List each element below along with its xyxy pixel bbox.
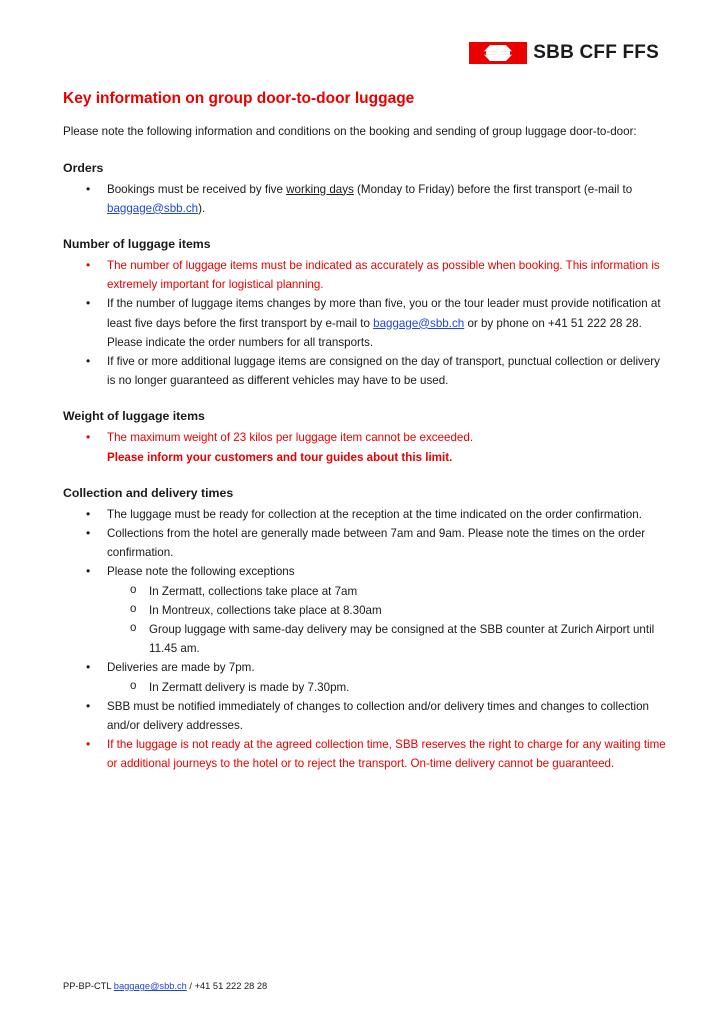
list-item: • SBB must be notified immediately of changes to collection and/or delivery times and changes to collection and/or delivery addresses. bbox=[63, 697, 667, 735]
number-list bbox=[63, 256, 667, 390]
brand-name: SBB CFF FFS bbox=[533, 42, 659, 63]
section-heading-orders: Orders bbox=[63, 160, 104, 175]
page-title: Key information on group door-to-door luggage bbox=[63, 90, 415, 107]
sub-list-item: o In Zermatt, collections take place at 7am bbox=[63, 582, 667, 601]
footer-email-link[interactable]: baggage@sbb.ch bbox=[113, 981, 187, 991]
sbb-logo bbox=[469, 42, 659, 64]
text-span: (Monday to Friday) before the first transport (e-mail to bbox=[353, 182, 633, 196]
list-item: • The luggage must be ready for collection at the reception at the time indicated on the order confirmation. bbox=[63, 505, 667, 524]
text-span: ). bbox=[198, 201, 206, 215]
weight-list bbox=[63, 428, 667, 466]
list-item bbox=[63, 294, 667, 352]
list-item-bold: Please inform your customers and tour guides about this limit. bbox=[107, 450, 453, 464]
list-item: • The number of luggage items must be indicated as accurately as possible when booking. This information is extremely important for logistical planning. bbox=[63, 256, 667, 294]
section-heading-times: Collection and delivery times bbox=[63, 485, 234, 500]
sbb-arrows-icon bbox=[469, 42, 527, 64]
list-item: • Please note the following exceptions bbox=[63, 562, 667, 581]
sub-list-item: o In Montreux, collections take place at 8.30am bbox=[63, 601, 667, 620]
sub-list-item: o In Zermatt delivery is made by 7.30pm. bbox=[63, 678, 667, 697]
text-span: Bookings must be received by five bbox=[107, 182, 287, 196]
footer-code: PP-BP-CTL bbox=[63, 981, 114, 991]
list-item: • If five or more additional luggage items are consigned on the day of transport, punctual collection or delivery is no longer guaranteed as different vehicles may have to be used. bbox=[63, 352, 667, 390]
email-link[interactable]: baggage@sbb.ch bbox=[107, 201, 199, 215]
footer bbox=[63, 980, 267, 992]
email-link[interactable]: baggage@sbb.ch bbox=[373, 316, 465, 330]
section-heading-weight: Weight of luggage items bbox=[63, 409, 205, 424]
working-days-text: working days bbox=[286, 182, 354, 196]
text-span: or by phone on +41 51 222 28 28. Please indicate the order numbers for all transports. bbox=[107, 316, 642, 349]
document-body bbox=[63, 88, 667, 774]
list-item: • Collections from the hotel are generally made between 7am and 9am. Please note the times on the order confirmation. bbox=[63, 524, 667, 562]
text-span: If the number of luggage items changes by more than five, you or the tour leader must provide notification at least five days before the first transport by e-mail to bbox=[107, 297, 661, 330]
list-item bbox=[63, 180, 667, 218]
section-heading-number: Number of luggage items bbox=[63, 236, 211, 251]
times-list bbox=[63, 505, 667, 774]
list-item: • The maximum weight of 23 kilos per luggage item cannot be exceeded. bbox=[63, 428, 667, 447]
sub-list-item: o Group luggage with same-day delivery may be consigned at the SBB counter at Zurich Airport until 11.45 am. bbox=[63, 620, 667, 658]
list-item: • If the luggage is not ready at the agreed collection time, SBB reserves the right to charge for any waiting time or additional journeys to the hotel or to reject the transport. On-time delivery cannot be guaranteed. bbox=[63, 735, 667, 773]
footer-phone: / +41 51 222 28 28 bbox=[186, 981, 268, 991]
orders-list bbox=[63, 180, 667, 218]
list-item: • Deliveries are made by 7pm. bbox=[63, 658, 667, 677]
intro-text: Please note the following information and conditions on the booking and sending of group luggage door-to-door: bbox=[63, 125, 637, 138]
